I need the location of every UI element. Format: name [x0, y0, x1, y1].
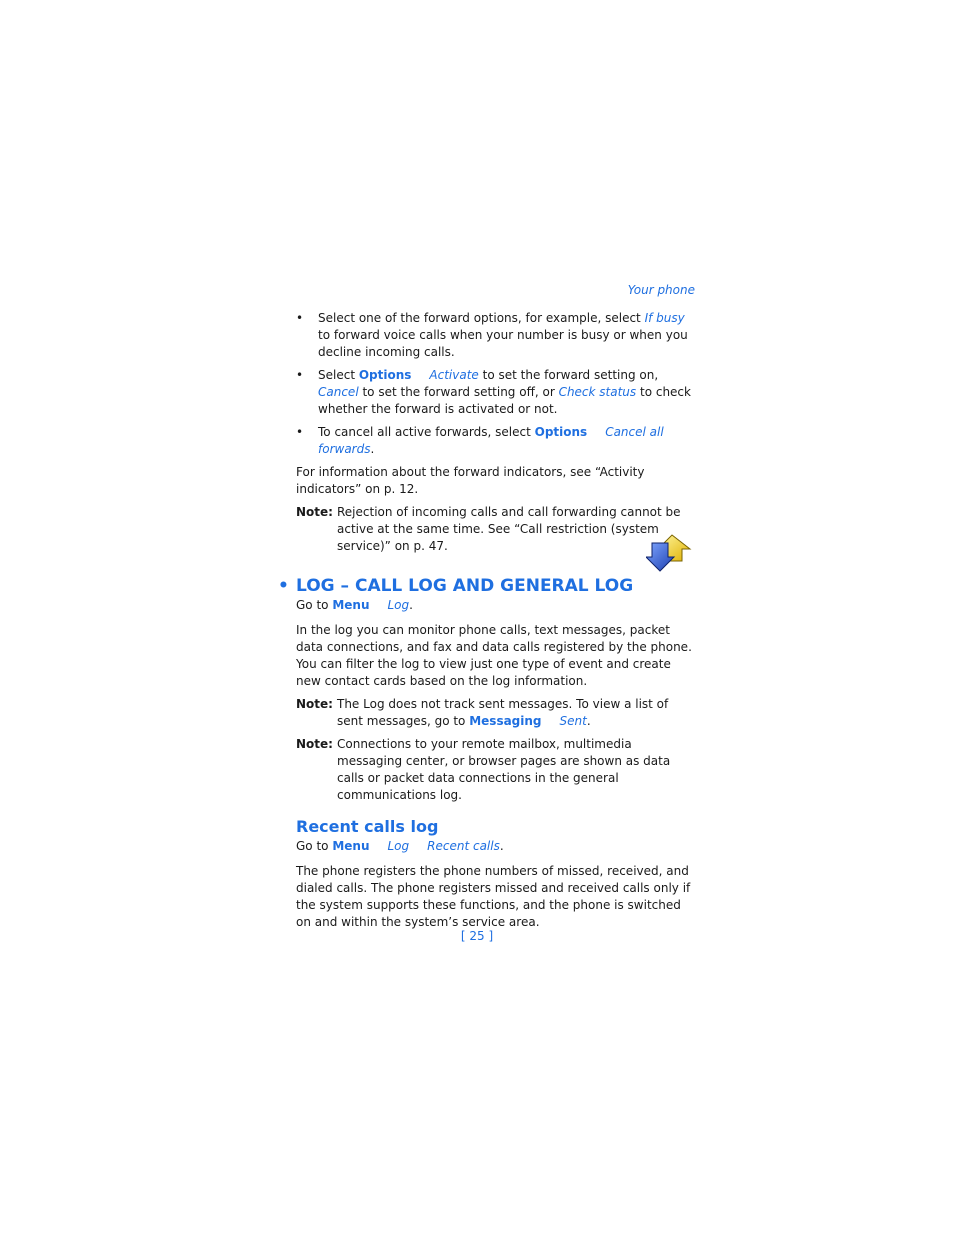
- bullet-dot-icon: •: [296, 425, 304, 439]
- menu-log: Log: [387, 839, 410, 853]
- note-text: Connections to your remote mailbox, multimedia messaging center, or browser pages are shown as data calls or packet data connections in the general communications log.: [337, 737, 671, 802]
- menu-options: Options: [534, 425, 588, 439]
- goto-path-log: Go to Menu Log.: [296, 598, 413, 612]
- menu-sent: Sent: [559, 714, 587, 728]
- section-heading-log: • LOG – CALL LOG AND GENERAL LOG: [278, 576, 634, 596]
- paragraph-indicators: For information about the forward indicators, see “Activity indicators” on p. 12.: [296, 465, 645, 496]
- heading-bullet-icon: •: [278, 576, 289, 596]
- note-label: Note:: [296, 505, 333, 519]
- bullet-dot-icon: •: [296, 368, 304, 382]
- menu-options: Options: [358, 368, 412, 382]
- note-label: Note:: [296, 737, 333, 751]
- bullet-dot-icon: •: [296, 311, 304, 325]
- paragraph-log-body: In the log you can monitor phone calls, text messages, packet data connections, and fax and data calls registered by the phone. You can filter the log to view just one type of event and create new contact cards based on the log information.: [296, 623, 692, 688]
- goto-path-recent: Go to Menu Log Recent calls.: [296, 839, 504, 853]
- option-cancel: Cancel: [318, 385, 359, 399]
- note-label: Note:: [296, 697, 333, 711]
- menu-log: Log: [387, 598, 410, 612]
- note-text: Rejection of incoming calls and call forwarding cannot be active at the same time. See “Call restriction (system service)” on p. 47.: [337, 505, 681, 553]
- option-cancel-all-forwards: Cancel all forwards: [318, 425, 664, 456]
- bullet-item: • Select one of the forward options, for example, select If busy to forward voice calls when your number is busy or when you decline incoming calls.: [296, 311, 688, 359]
- menu-messaging: Messaging: [469, 714, 542, 728]
- note-block: Note: The Log does not track sent messages. To view a list of sent messages, go to Messaging Sent.: [296, 697, 669, 728]
- option-activate: Activate: [429, 368, 479, 382]
- menu-recent-calls: Recent calls: [427, 839, 500, 853]
- bullet-item: • Select Options Activate to set the forward setting on, Cancel to set the forward setting off, or Check status to check whether the forward is activated or not.: [296, 368, 691, 416]
- page-number: [ 25 ]: [460, 929, 494, 943]
- note-block: [296, 736, 694, 804]
- log-arrows-icon: [646, 533, 692, 573]
- bullet-item: • To cancel all active forwards, select Options Cancel all forwards.: [296, 425, 664, 456]
- page-content: [278, 310, 694, 937]
- paragraph-recent-body: The phone registers the phone numbers of missed, received, and dialed calls. The phone registers missed and received calls only if the system supports these functions, and the phone is switched on and within the system’s service area.: [296, 864, 691, 929]
- menu-menu: Menu: [332, 598, 370, 612]
- option-check-status: Check status: [558, 385, 637, 399]
- section-heading-recent-calls: Recent calls log: [296, 817, 439, 836]
- option-if-busy: If busy: [644, 311, 685, 325]
- note-block: [296, 504, 694, 555]
- running-header: Your phone: [627, 283, 695, 297]
- menu-menu: Menu: [332, 839, 370, 853]
